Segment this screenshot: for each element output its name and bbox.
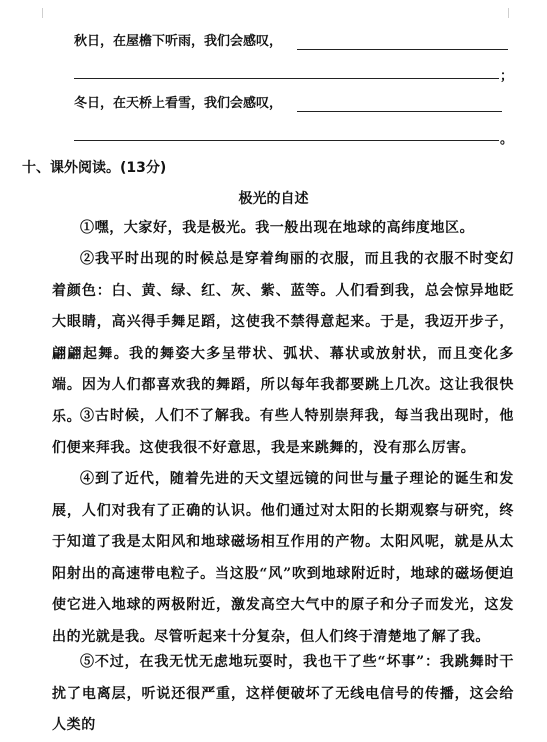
paragraph-5: ⑤不过，在我无忧无虑地玩耍时，我也干了些“坏事”：我跳舞时干扰了电离层，听说还很严重，这样便破坏了无线电信号的传播，这会给人类的	[52, 654, 514, 733]
autumn-end-punctuation: ；	[500, 69, 514, 84]
margin-crop-mark	[508, 8, 517, 18]
paragraph-1: ①嘿，大家好，我是极光。我一般出现在地球的高纬度地区。	[80, 220, 475, 236]
winter-answer-blank-line2[interactable]	[74, 140, 499, 141]
paragraph-2: ②我平时出现的时候总是穿着绚丽的衣服，而且我的衣服不时变幻着颜色：白、黄、绿、红、灰、紫、蓝等。人们看到我，总会惊异地眨大眼睛，高兴得手舞足蹈，这使我不禁得意起来。于是，我迈开步子，翩翩起舞。我的舞姿大多呈带状、弧状、幕状或放射状，而且变化多端。因为人们都喜欢我的舞蹈，所以每年我都要跳上几次。这让我很快乐。	[52, 251, 514, 425]
paragraph-4: ④到了近代，随着先进的天文望远镜的问世与量子理论的诞生和发展，人们对我有了正确的认识。他们通过对太阳的长期观察与研究，终于知道了我是太阳风和地球磁场相互作用的产物。太阳风呢，就是从太阳射出的高速带电粒子。当这股“风”吹到地球附近时，地球的磁场便迫使它进入地球的两极附近，激发高空大气中的原子和分子而发光，这发出的光就是我。尽管听起来十分复杂，但人们终于清楚地了解了我。	[52, 471, 514, 645]
autumn-answer-blank-line2[interactable]	[74, 78, 499, 79]
autumn-prompt: 秋日，在屋檐下听雨，我们会感叹，	[74, 34, 283, 49]
article-title: 极光的自述	[238, 191, 309, 207]
section-heading: 十、课外阅读。(13分)	[22, 160, 167, 176]
paragraph-3: ③古时候，人们不了解我。有些人特别崇拜我，每当我出现时，他们便来拜我。这使我很不好意思，我是来跳舞的，没有那么厉害。	[52, 408, 514, 456]
winter-prompt: 冬日，在天桥上看雪，我们会感叹，	[74, 96, 283, 111]
margin-crop-mark	[34, 8, 43, 18]
winter-answer-blank[interactable]	[297, 111, 502, 112]
winter-end-punctuation: 。	[500, 132, 514, 147]
autumn-answer-blank[interactable]	[297, 49, 508, 50]
